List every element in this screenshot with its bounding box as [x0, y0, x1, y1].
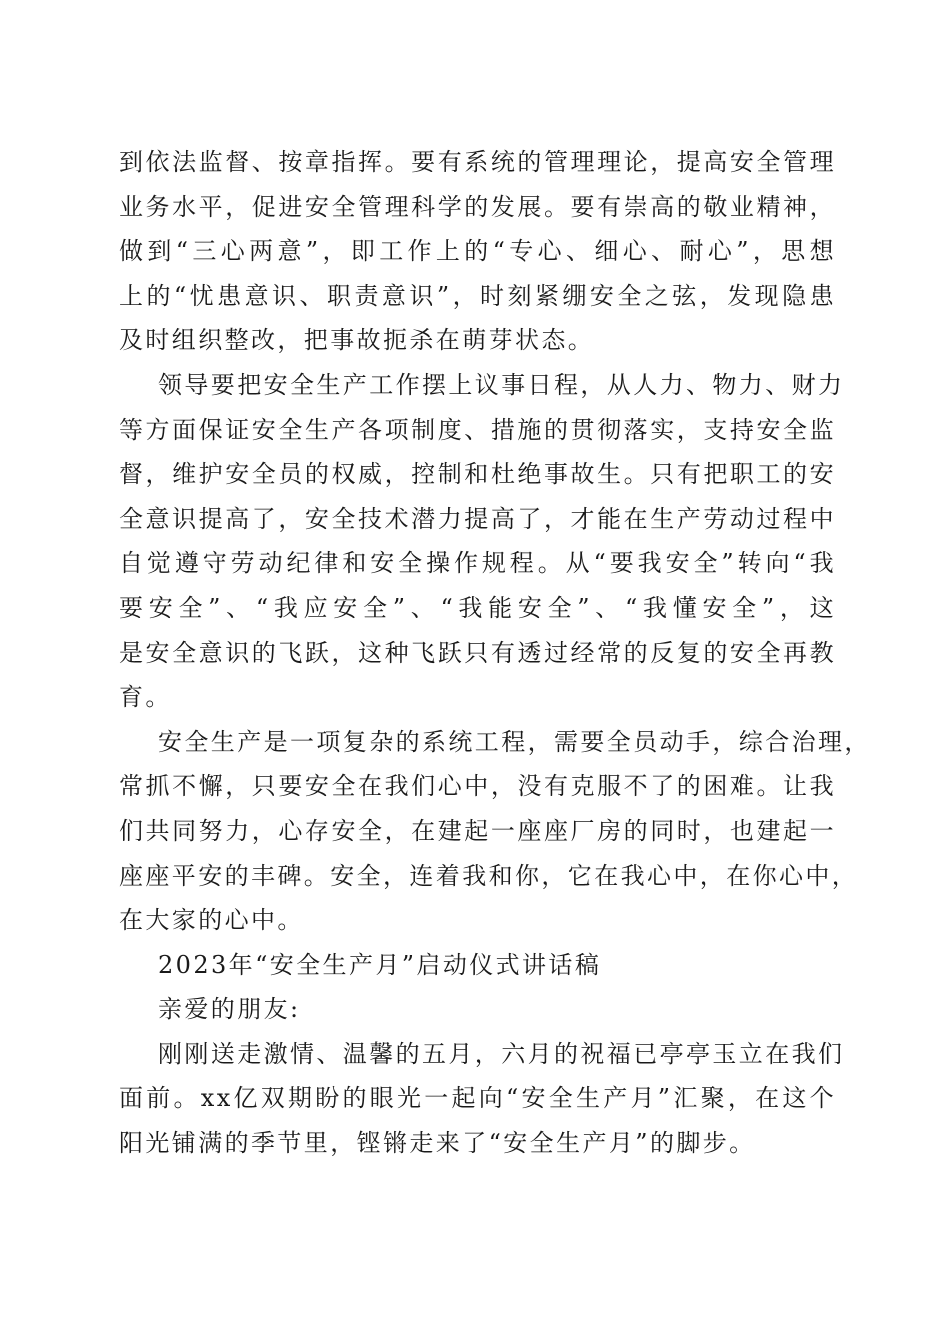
text-line: 阳光铺满的季节里，铿锵走来了“安全生产月”的脚步。: [119, 1129, 756, 1158]
text-line: 们共同努力，心存安全，在建起一座座厂房的同时，也建起一: [119, 816, 836, 845]
document-page: [119, 140, 871, 1166]
text-line: 亲爱的朋友:: [158, 995, 301, 1024]
text-line: 安全生产是一项复杂的系统工程，需要全员动手，综合治理，: [158, 727, 871, 756]
paragraph: [119, 363, 845, 720]
text-line: 到依法监督、按章指挥。要有系统的管理理论，提高安全管理: [119, 148, 836, 176]
text-line: 督，维护安全员的权威，控制和杜绝事故生。只有把职工的安: [119, 460, 836, 489]
text-line: 要安全”、“我应安全”、“我能安全”、“我懂安全”，这: [119, 593, 836, 622]
text-line: 常抓不懈，只要安全在我们心中，没有克服不了的困难。让我: [119, 772, 836, 801]
text-line: 是安全意识的飞跃，这种飞跃只有透过经常的反复的安全再教: [119, 638, 836, 667]
paragraph: [119, 1032, 845, 1166]
text-line: 业务水平，促进安全管理科学的发展。要有崇高的敬业精神，: [119, 192, 836, 221]
text-line: 及时组织整改，把事故扼杀在萌芽状态。: [119, 326, 595, 355]
speech-title: [119, 943, 836, 988]
text-line: 全意识提高了，安全技术潜力提高了，才能在生产劳动过程中: [119, 504, 836, 533]
text-line: 领导要把安全生产工作摆上议事日程，从人力、物力、财力: [158, 370, 845, 399]
text-line: 2023年“安全生产月”启动仪式讲话稿: [158, 950, 602, 979]
text-line: 上的“忧患意识、职责意识”，时刻紧绷安全之弦，发现隐患: [119, 281, 836, 310]
text-line: 在大家的心中。: [119, 906, 304, 935]
text-line: 等方面保证安全生产各项制度、措施的贯彻落实，支持安全监: [119, 415, 836, 444]
paragraph: [119, 720, 871, 943]
text-line: 刚刚送走激情、温馨的五月，六月的祝福已亭亭玉立在我们: [158, 1039, 845, 1068]
text-line: 育。: [119, 683, 172, 712]
text-line: 自觉遵守劳动纪律和安全操作规程。从“要我安全”转向“我: [119, 549, 836, 578]
text-line: 座座平安的丰碑。安全，连着我和你，它在我心中，在你心中，: [119, 861, 859, 890]
salutation: [119, 987, 836, 1032]
paragraph: [119, 140, 836, 363]
text-line: 面前。xx亿双期盼的眼光一起向“安全生产月”汇聚，在这个: [119, 1084, 836, 1113]
text-line: 做到“三心两意”，即工作上的“专心、细心、耐心”，思想: [119, 237, 836, 266]
